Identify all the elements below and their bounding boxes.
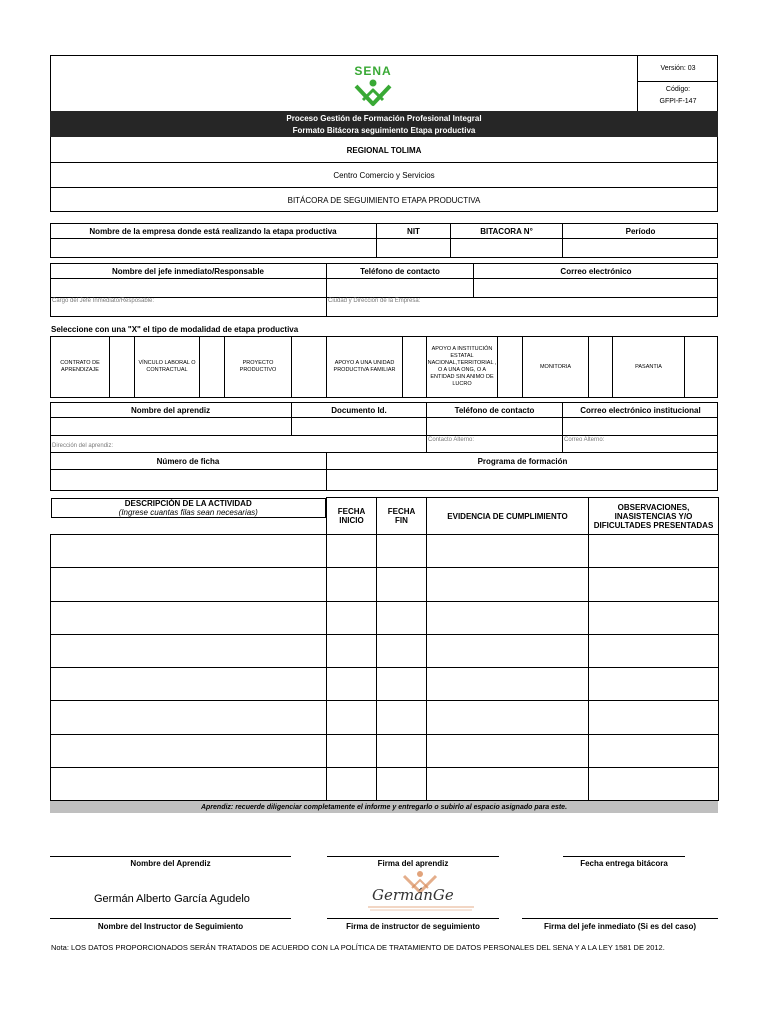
activity-description-cell[interactable] [51,601,327,634]
modality-pasantia-box[interactable] [685,337,717,397]
modality-monitoria-box[interactable] [589,337,612,397]
apprentice-name-signature-label: Nombre del Aprendiz [130,858,211,868]
modality-pasantia: PASANTIA [635,363,662,370]
modality-proyecto-productivo-box[interactable] [292,337,326,397]
observations-header: OBSERVACIONES, INASISTENCIAS Y/O DIFICULTADES PRESENTADAS [589,498,719,535]
boss-email-label: Correo electrónico [560,266,632,276]
regional-label: REGIONAL TOLIMA [346,145,422,155]
observations-cell[interactable] [589,568,719,601]
observations-cell[interactable] [589,535,719,568]
activity-description-cell[interactable] [51,701,327,734]
nit-field[interactable] [377,239,450,257]
process-banner [50,111,718,137]
start-date-cell[interactable] [327,734,377,767]
start-date-cell[interactable] [327,568,377,601]
observations-cell[interactable] [589,668,719,701]
program-field[interactable] [327,470,717,490]
activity-row[interactable] [51,767,719,800]
activity-row[interactable] [51,535,719,568]
modality-monitoria: MONITORIA [539,363,572,370]
start-date-cell[interactable] [327,701,377,734]
end-date-cell[interactable] [377,601,427,634]
evidence-cell[interactable] [427,634,589,667]
start-date-cell[interactable] [327,601,377,634]
start-date-cell[interactable] [327,668,377,701]
activity-row[interactable] [51,668,719,701]
boss-phone-field[interactable] [327,279,473,297]
alt-email-label: Correo Alterno: [564,437,605,443]
modality-institucion-estatal-box[interactable] [498,337,522,397]
observations-cell[interactable] [589,734,719,767]
instructor-signature-label: Firma de instructor de seguimiento [346,921,480,931]
evidence-header: EVIDENCIA DE CUMPLIMIENTO [427,498,589,535]
format-title: Formato Bitácora seguimiento Etapa productiva [292,125,476,135]
activity-description-cell[interactable] [51,535,327,568]
boss-position-label: Cargo del Jefe Inmediato/Resposable: [52,298,155,304]
start-date-cell[interactable] [327,767,377,800]
apprentice-name-field[interactable] [51,418,291,435]
activity-description-hint: (Ingrese cuantas filas sean necesarias) [118,507,258,517]
activity-description-cell[interactable] [51,634,327,667]
period-label: Período [625,226,656,236]
boss-phone-label: Teléfono de contacto [360,266,440,276]
activity-description-cell[interactable] [51,668,327,701]
version-label: Versión: 03 [660,64,696,72]
evidence-cell[interactable] [427,734,589,767]
program-label: Programa de formación [477,456,568,466]
evidence-cell[interactable] [427,701,589,734]
process-title: Proceso Gestión de Formación Profesional Integral [286,113,482,123]
bitacora-number-field[interactable] [451,239,562,257]
boss-name-label: Nombre del jefe inmediato/Responsable [111,266,265,276]
modality-institucion-estatal: APOYO A INSTITUCIÓN ESTATAL NACIONAL,TERRITORIAL , O A UNA ONG, O A ENTIDAD SIN ANIMO DE LUCRO [427,346,497,387]
evidence-cell[interactable] [427,568,589,601]
activity-description-header [51,498,327,518]
activity-description-title: DESCRIPCIÓN DE LA ACTIVIDAD [124,498,252,508]
instructor-name-label: Nombre del Instructor de Seguimiento [97,921,244,931]
observations-cell[interactable] [589,601,719,634]
modality-unidad-familiar: APOYO A UNA UNIDAD PRODUCTIVA FAMILIAR [333,360,396,373]
start-date-cell[interactable] [327,535,377,568]
center-label: Centro Comercio y Servicios [333,170,435,180]
bitacora-number-label: BITACORA N° [480,226,533,236]
activity-row[interactable] [51,634,719,667]
apprentice-address-label: Dirección del aprendiz: [52,443,114,449]
observations-cell[interactable] [589,767,719,800]
boss-signature-label: Firma del jefe inmediato (Si es del caso) [543,921,697,931]
modality-instruction: Seleccione con una "X" el tipo de modalidad de etapa productiva [51,325,299,334]
end-date-cell[interactable] [377,568,427,601]
boss-email-field[interactable] [474,279,717,297]
apprentice-name-label: Nombre del aprendiz [130,405,211,415]
activity-row[interactable] [51,601,719,634]
evidence-cell[interactable] [427,767,589,800]
apprentice-email-label: Correo electrónico institucional [580,405,701,415]
modality-vinculo-laboral: VÍNCULO LABORAL O CONTRACTUAL [138,360,196,373]
apprentice-email-field[interactable] [563,418,717,435]
apprentice-signature-label: Firma del aprendiz [377,858,449,868]
file-number-label: Número de ficha [156,456,220,466]
start-date-header: FECHA INICIO [327,498,377,535]
instructor-signature-image [362,870,480,915]
code-value: GFPI-F-147 [659,98,697,105]
end-date-cell[interactable] [377,535,427,568]
boss-name-field[interactable] [51,279,326,297]
activity-row[interactable] [51,568,719,601]
sena-logo-icon [353,78,393,108]
apprentice-id-field[interactable] [292,418,426,435]
evidence-cell[interactable] [427,668,589,701]
delivery-date-label: Fecha entrega bitácora [580,858,668,868]
alt-contact-label: Contacto Alterno: [428,437,475,443]
signature-scribble [366,904,476,914]
signature-text: GermánGe [372,886,454,904]
evidence-cell[interactable] [427,601,589,634]
modality-vinculo-laboral-box[interactable] [200,337,224,397]
end-date-cell[interactable] [377,701,427,734]
observations-cell[interactable] [589,634,719,667]
nit-label: NIT [407,226,420,236]
company-address-label: Ciudad y Dirección de la Empresa: [328,298,421,304]
file-number-field[interactable] [51,470,326,490]
end-date-cell[interactable] [377,668,427,701]
activity-row[interactable] [51,701,719,734]
activity-description-cell[interactable] [51,568,327,601]
company-name-label: Nombre de la empresa donde está realizando la etapa productiva [89,226,337,236]
activity-description-cell[interactable] [51,767,327,800]
modality-contrato-aprendizaje-box[interactable] [110,337,134,397]
evidence-cell[interactable] [427,535,589,568]
observations-cell[interactable] [589,701,719,734]
apprentice-id-label: Documento Id. [331,405,387,415]
end-date-cell[interactable] [377,734,427,767]
end-date-cell[interactable] [377,634,427,667]
document-title: BITÁCORA DE SEGUIMIENTO ETAPA PRODUCTIVA [287,195,481,205]
apprentice-phone-field[interactable] [427,418,562,435]
modality-contrato-aprendizaje: CONTRATO DE APRENDIZAJE [60,360,100,373]
apprentice-phone-label: Teléfono de contacto [454,405,535,415]
modality-proyecto-productivo: PROYECTO PRODUCTIVO [239,360,277,373]
period-field[interactable] [563,239,717,257]
sena-logo [348,64,398,108]
data-policy-note: Nota: LOS DATOS PROPORCIONADOS SERÁN TRATADOS DE ACUERDO CON LA POLÍTICA DE TRATAMIENTO DE DATOS PERSONALES DEL SENA Y A LA LEY 1581 DE 2012. [51,943,665,952]
activity-description-cell[interactable] [51,734,327,767]
end-date-cell[interactable] [377,767,427,800]
company-name-field[interactable] [51,239,376,257]
apprentice-reminder: Aprendiz: recuerde diligenciar completamente el informe y entregarlo o subirlo al espacio asignado para este. [50,801,718,813]
activities-table [50,497,719,801]
activity-row[interactable] [51,734,719,767]
end-date-header: FECHA FIN [377,498,427,535]
modality-unidad-familiar-box[interactable] [403,337,426,397]
instructor-name-value: Germán Alberto García Agudelo [94,893,250,905]
code-label: Código: [665,86,691,93]
start-date-cell[interactable] [327,634,377,667]
sena-logo-text: SENA [354,64,392,78]
